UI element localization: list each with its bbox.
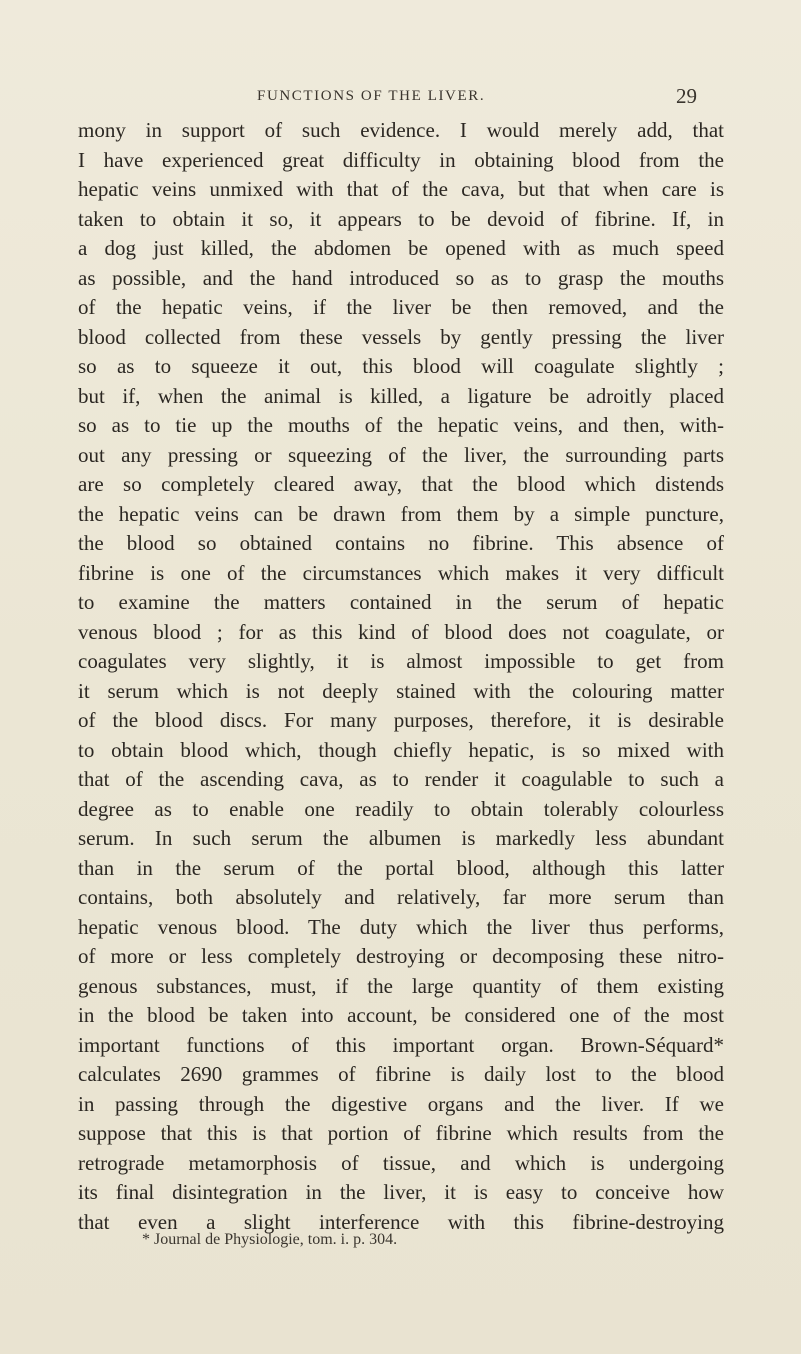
page-number: 29 bbox=[676, 84, 697, 108]
text-line: a dog just killed, the abdomen be opened with as much speed bbox=[78, 236, 724, 260]
text-line: I have experienced great difficulty in obtaining blood from the bbox=[78, 147, 724, 172]
text-line: hepatic venous blood. The duty which the liver thus performs, bbox=[78, 914, 724, 939]
text-line: are so completely cleared away, that the blood which distends bbox=[78, 472, 724, 496]
text-line: taken to obtain it so, it appears to be devoid of fibrine. If, in bbox=[78, 206, 724, 231]
text-line: hepatic veins unmixed with that of the cava, but that when care is bbox=[78, 177, 724, 201]
running-head bbox=[0, 86, 801, 110]
text-line: serum. In such serum the albumen is markedly less abundant bbox=[78, 826, 724, 850]
text-line: it serum which is not deeply stained with the colouring matter bbox=[78, 678, 724, 703]
text-line: so as to squeeze it out, this blood will coagulate slightly ; bbox=[78, 354, 724, 378]
text-line: of the hepatic veins, if the liver be then removed, and the bbox=[78, 295, 724, 319]
text-line: that even a slight interference with this fibrine-destroying bbox=[78, 1209, 724, 1234]
running-title: FUNCTIONS OF THE LIVER. bbox=[257, 88, 486, 104]
text-line: mony in support of such evidence. I would merely add, that bbox=[78, 118, 724, 142]
text-line: genous substances, must, if the large quantity of them existing bbox=[78, 973, 724, 998]
text-line: to examine the matters contained in the serum of hepatic bbox=[78, 590, 724, 614]
footnote: * Journal de Physiologie, tom. i. p. 304. bbox=[142, 1231, 398, 1248]
text-line: in passing through the digestive organs and the liver. If we bbox=[78, 1091, 724, 1116]
text-line: the blood so obtained contains no fibrine. This absence of bbox=[78, 531, 724, 555]
text-line: retrograde metamorphosis of tissue, and which is undergoing bbox=[78, 1150, 724, 1175]
text-line: as possible, and the hand introduced so as to grasp the mouths bbox=[78, 265, 724, 290]
text-line: so as to tie up the mouths of the hepatic veins, and then, with- bbox=[78, 413, 724, 437]
text-line: fibrine is one of the circumstances which makes it very difficult bbox=[78, 560, 724, 585]
text-line: than in the serum of the portal blood, although this latter bbox=[78, 855, 724, 880]
text-line: contains, both absolutely and relatively, far more serum than bbox=[78, 885, 724, 909]
text-line: blood collected from these vessels by gently pressing the liver bbox=[78, 324, 724, 349]
text-line: venous blood ; for as this kind of blood does not coagulate, or bbox=[78, 619, 724, 644]
body-text bbox=[78, 116, 724, 1237]
text-line: calculates 2690 grammes of fibrine is daily lost to the blood bbox=[78, 1062, 724, 1086]
text-line: of more or less completely destroying or decomposing these nitro- bbox=[78, 944, 724, 968]
text-line: suppose that this is that portion of fibrine which results from the bbox=[78, 1121, 724, 1145]
text-line: but if, when the animal is killed, a ligature be adroitly placed bbox=[78, 383, 724, 408]
text-line: to obtain blood which, though chiefly hepatic, is so mixed with bbox=[78, 737, 724, 762]
text-line: in the blood be taken into account, be considered one of the most bbox=[78, 1003, 724, 1027]
text-line: that of the ascending cava, as to render it coagulable to such a bbox=[78, 767, 724, 791]
text-line: out any pressing or squeezing of the liver, the surrounding parts bbox=[78, 442, 724, 467]
text-line: of the blood discs. For many purposes, therefore, it is desirable bbox=[78, 708, 724, 732]
text-line: coagulates very slightly, it is almost impossible to get from bbox=[78, 649, 724, 673]
text-line: important functions of this important organ. Brown-Séquard* bbox=[78, 1032, 724, 1057]
text-line: degree as to enable one readily to obtain tolerably colourless bbox=[78, 796, 724, 821]
text-line: the hepatic veins can be drawn from them by a simple puncture, bbox=[78, 501, 724, 526]
text-line: its final disintegration in the liver, it is easy to conceive how bbox=[78, 1180, 724, 1204]
